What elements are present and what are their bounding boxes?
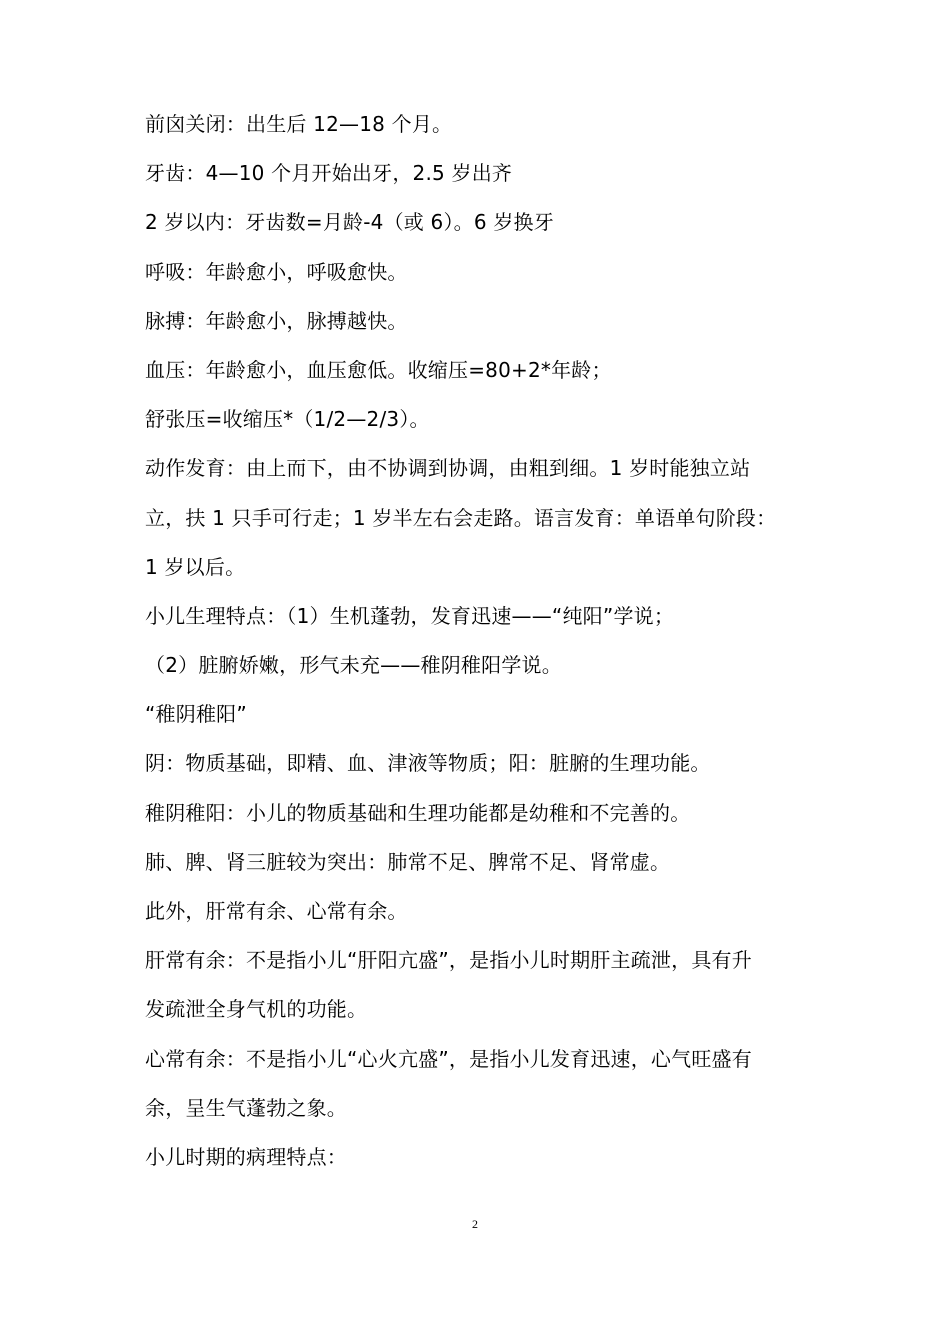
text-line: 小儿时期的病理特点： xyxy=(145,1144,347,1169)
text-line: 稚阴稚阳：小儿的物质基础和生理功能都是幼稚和不完善的。 xyxy=(145,800,691,825)
text-line: 肝常有余：不是指小儿“肝阳亢盛”，是指小儿时期肝主疏泄，具有升 xyxy=(145,948,752,973)
document-body xyxy=(145,100,825,1182)
page-number: 2 xyxy=(472,1217,478,1231)
text-line: 2 岁以内：牙齿数=月龄-4（或 6）。6 岁换牙 xyxy=(145,210,554,235)
text-line: 呼吸：年龄愈小，呼吸愈快。 xyxy=(145,259,408,284)
text-line: 立，扶 1 只手可行走；1 岁半左右会走路。语言发育：单语单句阶段： xyxy=(145,505,777,530)
text-line: “稚阴稚阳” xyxy=(145,702,247,727)
text-line: 余，呈生气蓬勃之象。 xyxy=(145,1095,347,1120)
text-line: （2）脏腑娇嫩，形气未充——稚阴稚阳学说。 xyxy=(145,653,562,678)
text-line: 脉搏：年龄愈小，脉搏越快。 xyxy=(145,308,408,333)
text-line: 肺、脾、肾三脏较为突出：肺常不足、脾常不足、肾常虚。 xyxy=(145,849,671,874)
text-line: 前囟关闭：出生后 12—18 个月。 xyxy=(145,112,453,136)
text-line: 1 岁以后。 xyxy=(145,554,246,579)
text-line: 心常有余：不是指小儿“心火亢盛”，是指小儿发育迅速，心气旺盛有 xyxy=(145,1046,752,1071)
text-line: 动作发育：由上而下，由不协调到协调，由粗到细。1 岁时能独立站 xyxy=(145,456,751,481)
text-line: 发疏泄全身气机的功能。 xyxy=(145,997,368,1022)
text-line: 牙齿：4—10 个月开始出牙，2.5 岁出齐 xyxy=(145,161,513,186)
text-line: 阴：物质基础，即精、血、津液等物质；阳：脏腑的生理功能。 xyxy=(145,751,711,776)
text-line: 小儿生理特点：（1）生机蓬勃，发育迅速——“纯阳”学说； xyxy=(145,603,675,628)
text-line: 此外，肝常有余、心常有余。 xyxy=(145,899,408,923)
text-line: 舒张压=收缩压*（1/2—2/3）。 xyxy=(145,407,430,432)
text-line: 血压：年龄愈小，血压愈低。收缩压=80+2*年龄； xyxy=(145,357,612,382)
